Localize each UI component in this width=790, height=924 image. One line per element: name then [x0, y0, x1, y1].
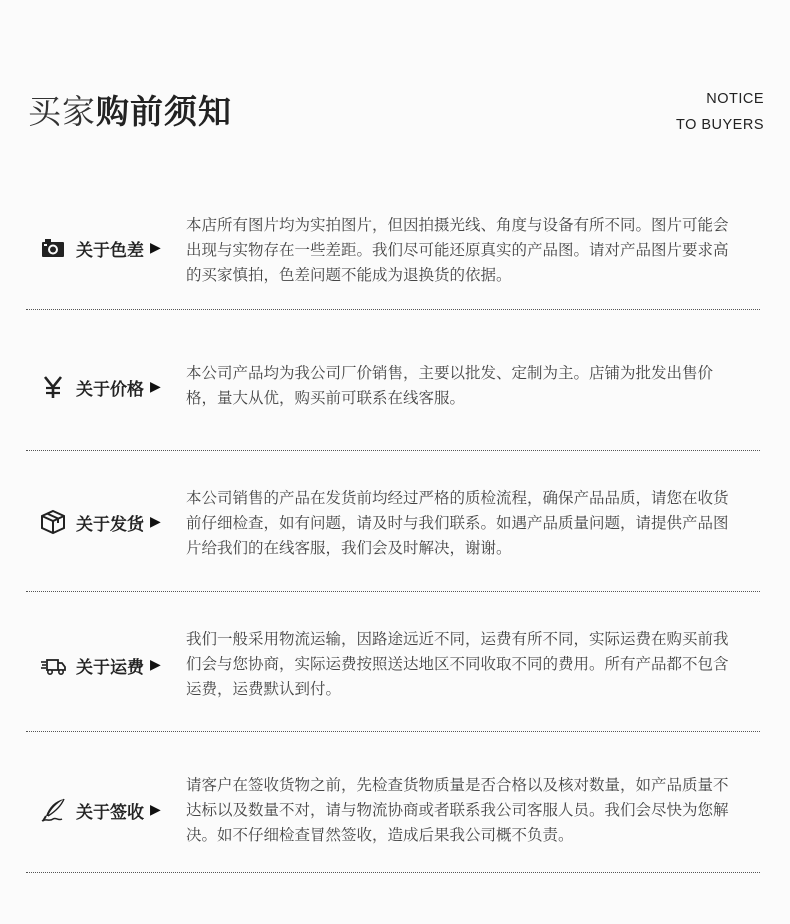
section-title: 关于价格 — [76, 379, 144, 400]
english-subtitle-line2: TO BUYERS — [675, 117, 764, 133]
english-subtitle — [676, 86, 764, 138]
camera-icon — [40, 235, 66, 261]
title-light: 买家 — [28, 92, 96, 131]
section-freight — [26, 592, 760, 732]
section-label — [40, 235, 161, 261]
dotted-divider — [26, 872, 760, 873]
section-body: 本店所有图片均为实拍图片，但因拍摄光线、角度与设备有所不同。图片可能会出现与实物存在一些差距。我们尽可能还原真实的产品图。请对产品图片要求高的买家慎拍，色差问题不能成为退换货的依据。 — [186, 216, 729, 284]
section-title: 关于运费 — [76, 657, 144, 678]
section-shipping — [26, 451, 760, 592]
package-icon — [40, 509, 66, 535]
section-title: 关于色差 — [76, 240, 144, 261]
section-price — [26, 310, 760, 451]
arrow-right-icon: ▶ — [150, 379, 161, 395]
title-bold: 购前须知 — [96, 92, 232, 131]
section-sign-for-receipt — [26, 732, 760, 873]
section-label — [40, 374, 161, 400]
section-title: 关于发货 — [76, 514, 144, 535]
arrow-right-icon: ▶ — [150, 657, 161, 673]
delivery-truck-icon — [40, 652, 66, 678]
arrow-right-icon: ▶ — [150, 514, 161, 530]
page-header — [0, 0, 790, 180]
section-body: 我们一般采用物流运输，因路途远近不同，运费有所不同，实际运费在购买前我们会与您协商，实际运费按照送达地区不同收取不同的费用。所有产品都不包含运费，运费默认到付。 — [186, 630, 729, 698]
section-body: 本公司产品均为我公司厂价销售，主要以批发、定制为主。店铺为批发出售价格，量大从优，购买前可联系在线客服。 — [186, 364, 714, 407]
arrow-right-icon: ▶ — [150, 240, 161, 256]
english-subtitle-line1: NOTICE — [706, 91, 764, 107]
section-body: 请客户在签收货物之前，先检查货物质量是否合格以及核对数量，如产品质量不达标以及数量不对，请与物流协商或者联系我公司客服人员。我们会尽快为您解决。如不仔细检查冒然签收，造成后果我公司概不负责。 — [186, 776, 729, 844]
page-title — [28, 90, 232, 134]
yen-icon — [40, 374, 66, 400]
quill-pen-icon — [40, 797, 66, 823]
section-title: 关于签收 — [76, 802, 144, 823]
section-label — [40, 509, 161, 535]
section-color-difference — [26, 198, 760, 310]
section-label — [40, 652, 161, 678]
section-label — [40, 797, 161, 823]
arrow-right-icon: ▶ — [150, 802, 161, 818]
section-body: 本公司销售的产品在发货前均经过严格的质检流程，确保产品品质，请您在收货前仔细检查，如有问题，请及时与我们联系。如遇产品质量问题，请提供产品图片给我们的在线客服，我们会及时解决，谢谢。 — [186, 489, 729, 557]
